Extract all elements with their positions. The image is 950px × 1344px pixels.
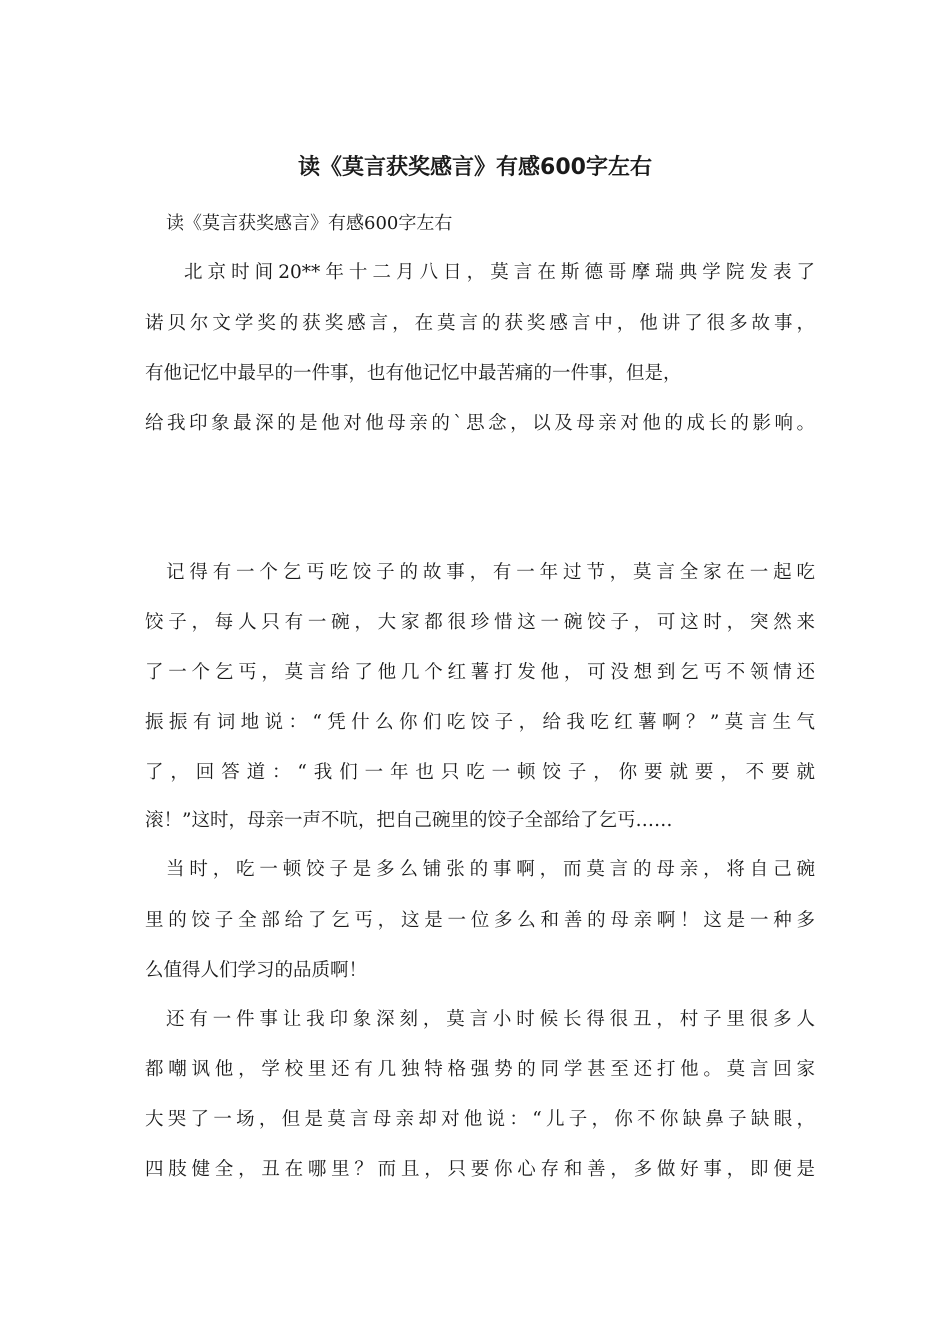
document-subtitle: 读《莫言获奖感言》有感600字左右 [166,213,453,234]
paragraph-line: 给我印象最深的是他对他母亲的`思念，以及母亲对他的成长的影响。 [145,413,815,434]
paragraph-line: 么值得人们学习的品质啊！ [145,960,368,981]
paragraph-line: 滚！”这时，母亲一声不吭，把自己碗里的饺子全部给了乞丐…… [145,810,673,831]
paragraph-line: 四肢健全，丑在哪里？而且，只要你心存和善，多做好事，即便是 [145,1159,815,1180]
paragraph-line: 还有一件事让我印象深刻，莫言小时候长得很丑，村子里很多人 [166,1009,815,1030]
paragraph-line: 了一个乞丐，莫言给了他几个红薯打发他，可没想到乞丐不领情还 [145,662,815,683]
paragraph-line: 诺贝尔文学奖的获奖感言，在莫言的获奖感言中，他讲了很多故事， [145,313,815,334]
paragraph-line: 都嘲讽他，学校里还有几独特格强势的同学甚至还打他。莫言回家 [145,1059,815,1080]
paragraph-line: 当时，吃一顿饺子是多么铺张的事啊，而莫言的母亲，将自己碗 [166,859,815,880]
paragraph-line: 了，回答道：“我们一年也只吃一顿饺子，你要就要，不要就 [145,762,815,783]
paragraph-line: 有他记忆中最早的一件事，也有他记忆中最苦痛的一件事，但是， [145,363,682,384]
paragraph-line: 里的饺子全部给了乞丐，这是一位多么和善的母亲啊！这是一种多 [145,910,815,931]
paragraph-line: 振振有词地说：“凭什么你们吃饺子，给我吃红薯啊？”莫言生气 [145,712,815,733]
paragraph-line: 饺子，每人只有一碗，大家都很珍惜这一碗饺子，可这时，突然来 [145,612,815,633]
paragraph-line: 记得有一个乞丐吃饺子的故事，有一年过节，莫言全家在一起吃 [166,562,815,583]
paragraph-line: 北京时间20**年十二月八日，莫言在斯德哥摩瑞典学院发表了 [184,262,815,283]
paragraph-line: 大哭了一场，但是莫言母亲却对他说：“儿子，你不你缺鼻子缺眼， [145,1109,815,1130]
document-title: 读《莫言获奖感言》有感600字左右 [298,155,652,180]
